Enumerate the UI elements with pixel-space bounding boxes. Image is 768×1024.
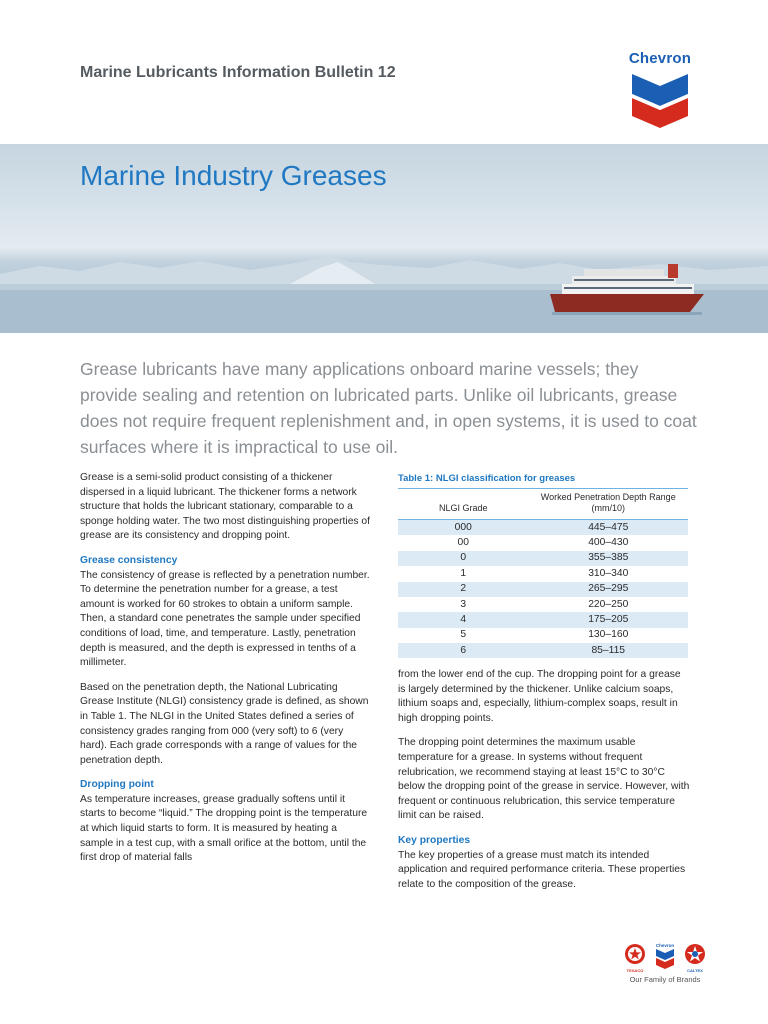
page-title: Marine Industry Greases — [80, 160, 387, 191]
grade-cell: 4 — [398, 612, 529, 627]
hero-banner — [0, 144, 768, 333]
range-cell: 355–385 — [529, 551, 689, 566]
body-paragraph: from the lower end of the cup. The dropping point for a grease is largely determined by the thickener. Unlike calcium soaps, lithium soaps and, especially, lithium-complex soaps, result in high dropping points. — [398, 669, 681, 724]
table-row — [398, 535, 688, 550]
chevron-logo-word: Chevron — [628, 50, 692, 67]
grade-cell: 6 — [398, 643, 529, 658]
column-header: NLGI Grade — [398, 489, 529, 520]
texaco-logo-icon — [625, 944, 645, 964]
table-row — [398, 628, 688, 643]
table-row — [398, 643, 688, 658]
chevron-wordmark: Chevron — [655, 943, 675, 948]
body-paragraph: The dropping point determines the maximum usable temperature for a grease. In systems without frequent relubrication, we recommend staying at least 15°C to 30°C below the dropping point of the grease in service. However, with frequent or continuous relubrication, this service temperature limit can be raised. — [398, 737, 690, 822]
caltex-wordmark: CALTEX — [687, 968, 703, 973]
grade-cell: 1 — [460, 567, 467, 579]
grade-cell: 000 — [398, 520, 529, 536]
range-cell: 220–250 — [588, 598, 629, 610]
range-cell: 400–430 — [588, 537, 629, 549]
grade-cell: 0 — [398, 551, 529, 566]
chevron-logo — [612, 50, 708, 128]
body-paragraph: Based on the penetration depth, the National Lubricating Grease Institute (NLGI) consistency grade is defined, as shown in Table 1. The NLGI in the United States defined a series of consistency grades ranging from 000 (very soft) to 6 (very hard). Each grade corresponds with a range of values for the penetration depth. — [80, 681, 369, 766]
range-cell: 310–340 — [588, 567, 629, 579]
grade-cell: 00 — [457, 537, 469, 549]
caltex-logo-icon — [685, 944, 705, 964]
body-paragraph: The key properties of a grease must match its intended application and required performance criteria. These properties relate to the composition of the grease. — [398, 849, 686, 890]
body-paragraph: As temperature increases, grease gradually softens until it starts to become “liquid.” The dropping point is the temperature at which liquid starts to form. It is measured by heating a sample in a test cup, with a small orifice at the bottom, until the first drop of material falls — [80, 793, 368, 864]
texaco-wordmark: TEXACO — [626, 968, 644, 973]
body-paragraph: The consistency of grease is reflected by a penetration number. To determine the penetration number for a grease, a test amount is worked for 60 strokes to obtain a uniform sample. Then, a standard cone penetrates the sample under specified conditions of load, time, and temperature. Lastly, penetration depth is measured, and the depth is expressed in tenths of a millimeter. — [80, 569, 370, 669]
nlgi-table-block — [398, 473, 688, 658]
section-heading: Grease consistency — [80, 554, 178, 566]
intro-paragraph: Grease lubricants have many applications onboard marine vessels; they provide sealing and retention on lubricated parts. Unlike oil lubricants, grease does not require frequent replenishment and, in open systems, it is used to coat surfaces where it is impractical to use oil. — [80, 359, 697, 457]
table-row — [398, 582, 688, 597]
range-cell: 265–295 — [529, 582, 689, 597]
table-row — [398, 597, 688, 612]
body-paragraph: Grease is a semi-solid product consisting of a thickener dispersed in a liquid lubricant. The thickener forms a network structure that holds the lubricant stationary, comparable to a sponge holding water. The two most distinguishing properties of grease are its consistency and dropping point. — [80, 472, 371, 542]
table-row — [398, 612, 688, 627]
nlgi-table — [398, 488, 688, 658]
family-of-brands — [622, 941, 708, 987]
range-cell: 85–115 — [529, 643, 689, 658]
section-heading: Dropping point — [80, 779, 154, 791]
grade-cell: 2 — [398, 582, 529, 597]
table-caption: Table 1: NLGI classification for greases — [398, 473, 576, 484]
column-header: Worked Penetration Depth Range (mm/10) — [529, 489, 689, 520]
range-cell: 445–475 — [529, 520, 689, 536]
section-heading: Key properties — [398, 834, 471, 846]
brand-logos-icon — [622, 941, 708, 975]
chevron-logo-icon — [632, 70, 688, 128]
table-row — [398, 566, 688, 581]
grade-cell: 3 — [460, 598, 467, 610]
range-cell: 175–205 — [529, 612, 689, 627]
table-row — [398, 551, 688, 566]
grade-cell: 5 — [460, 629, 467, 641]
chevron-small-logo-icon — [656, 949, 674, 969]
right-column — [398, 668, 690, 902]
brands-caption: Our Family of Brands — [629, 975, 701, 984]
left-column — [80, 471, 370, 876]
bulletin-header-title: Marine Lubricants Information Bulletin 12 — [80, 64, 396, 81]
range-cell: 130–160 — [588, 629, 629, 641]
table-row — [398, 520, 688, 536]
